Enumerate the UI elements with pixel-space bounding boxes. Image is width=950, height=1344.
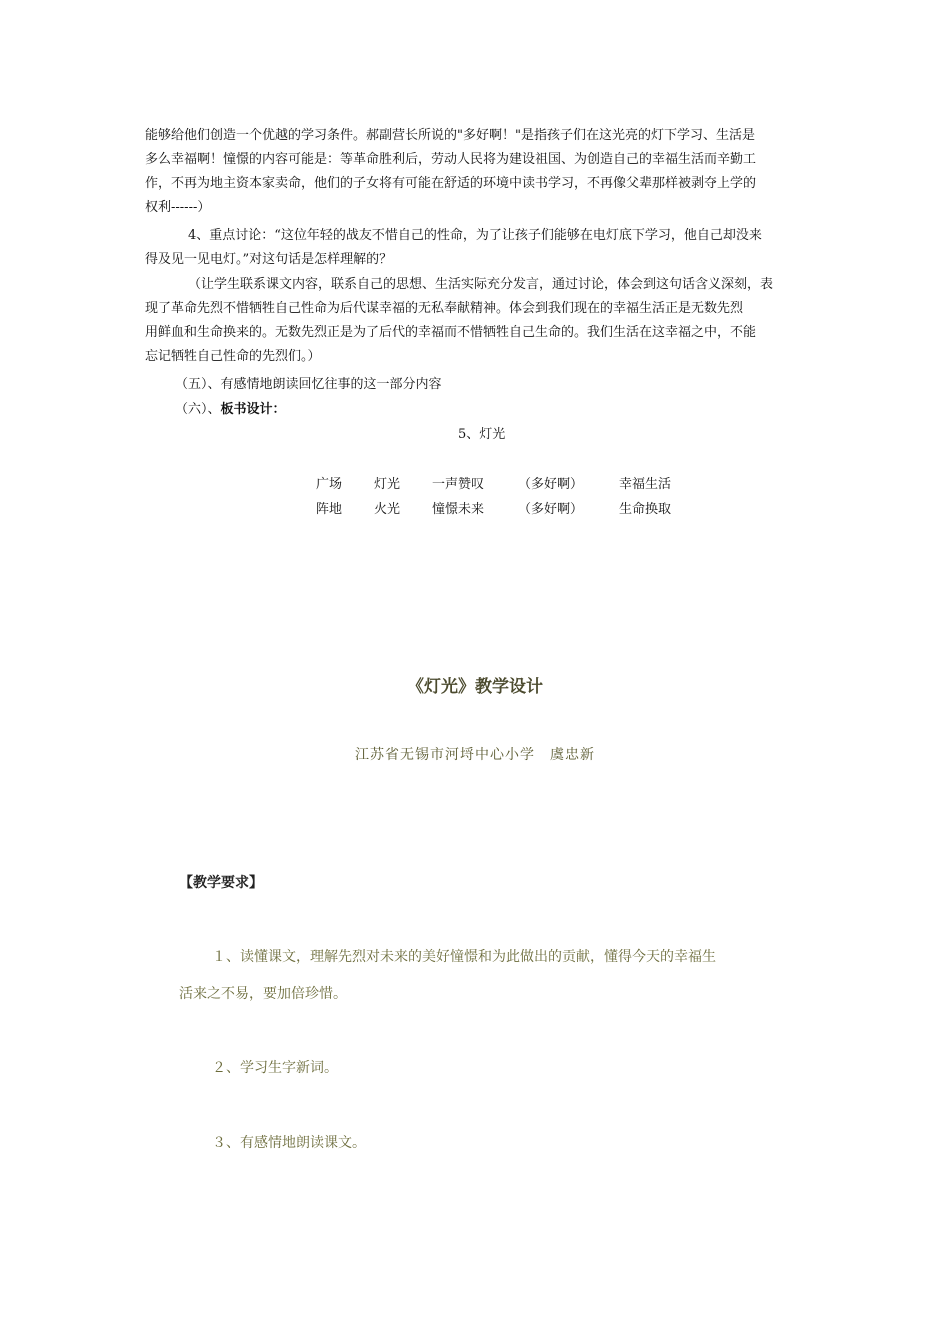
document-title: 《灯光》教学设计 bbox=[407, 677, 543, 697]
requirement-item-2: ２、学习生字新词。 bbox=[212, 1060, 338, 1076]
step-six-prefix: （六）、 bbox=[175, 402, 221, 417]
board-cell: 灯光 bbox=[374, 477, 401, 492]
paragraph-line: 多么幸福啊！憧憬的内容可能是：等革命胜利后，劳动人民将为建设祖国、为创造自己的幸福生活而辛勤工 bbox=[145, 152, 757, 167]
board-cell: 一声赞叹 bbox=[432, 477, 485, 492]
requirement-item-1: １、读懂课文，理解先烈对未来的美好憧憬和为此做出的贡献，懂得今天的幸福生 bbox=[212, 949, 716, 965]
board-title: 5、灯光 bbox=[458, 427, 506, 442]
board-cell: 阵地 bbox=[316, 502, 343, 517]
board-cell: （多好啊） bbox=[518, 477, 584, 492]
board-cell: 广场 bbox=[316, 477, 343, 492]
discussion-question bbox=[145, 224, 811, 272]
requirement-item-1-continued: 活来之不易，要加倍珍惜。 bbox=[179, 986, 347, 1002]
board-cell: 生命换取 bbox=[619, 502, 672, 517]
board-cell: （多好啊） bbox=[518, 502, 584, 517]
paragraph-line: 权利------） bbox=[145, 200, 211, 215]
step-six bbox=[175, 398, 286, 422]
paragraph-line: （让学生联系课文内容，联系自己的思想、生活实际充分发言，通过讨论，体会到这句话含义深刻，表 bbox=[188, 277, 774, 292]
step-five: （五）、有感情地朗读回忆往事的这一部分内容 bbox=[175, 377, 442, 392]
step-six-label: 板书设计： bbox=[220, 402, 286, 417]
paragraph-line: 能够给他们创造一个优越的学习条件。郝副营长所说的"多好啊！"是指孩子们在这光亮的灯下学习、生活是 bbox=[145, 128, 755, 143]
board-cell: 幸福生活 bbox=[619, 477, 672, 492]
requirements-heading: 【教学要求】 bbox=[179, 875, 263, 891]
paragraph-line: 用鲜血和生命换来的。无数先烈正是为了后代的幸福而不惜牺牲自己生命的。我们生活在这幸福之中，不能 bbox=[145, 325, 757, 340]
document-author: 江苏省无锡市河埒中心小学 虞忠新 bbox=[355, 747, 595, 763]
paragraph-line: 忘记牺牲自己性命的先烈们。） bbox=[145, 349, 321, 364]
paragraph-line: 得及见一见电灯。”对这句话是怎样理解的？ bbox=[145, 252, 393, 267]
paragraph-line: 作，不再为地主资本家卖命，他们的子女将有可能在舒适的环境中读书学习，不再像父辈那样被剥夺上学的 bbox=[145, 176, 757, 191]
requirement-item-3: ３、有感情地朗读课文。 bbox=[212, 1135, 366, 1151]
board-cell: 火光 bbox=[374, 502, 401, 517]
explanation-paragraph bbox=[145, 124, 811, 220]
paragraph-line: 4、重点讨论：“这位年轻的战友不惜自己的性命，为了让孩子们能够在电灯底下学习，他自己却没来 bbox=[188, 228, 762, 243]
discussion-note bbox=[145, 273, 811, 369]
board-cell: 憧憬未来 bbox=[432, 502, 485, 517]
paragraph-line: 现了革命先烈不惜牺牲自己性命为后代谋幸福的无私奉献精神。体会到我们现在的幸福生活正是无数先烈 bbox=[145, 301, 744, 316]
